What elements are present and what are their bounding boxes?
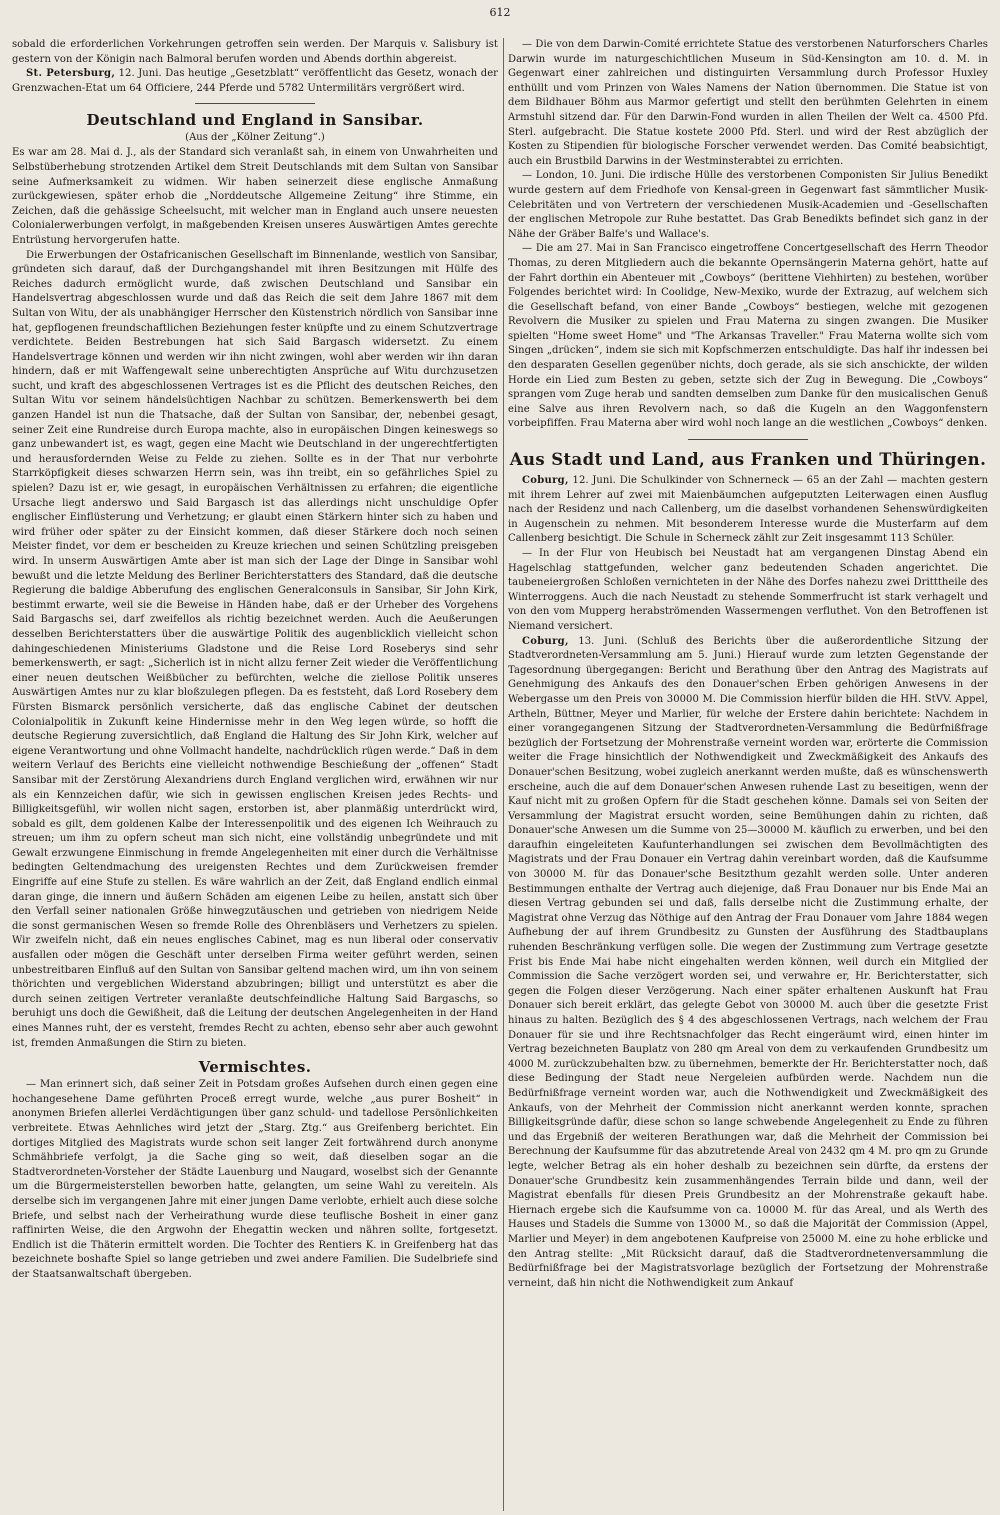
dispatch-text: 12. Juni. Das heutige „Gesetzblatt“ veröffentlicht das Gesetz, wonach der Grenzwachen-Etat um 64 Officiere, 244 Pferde und 5782 Untermilitärs vergrößert wird. — [12, 68, 498, 94]
right-column — [508, 38, 988, 1511]
darwin-statue-paragraph: — Die von dem Darwin-Comité errichtete Statue des verstorbenen Naturforschers Charles Darwin wurde im naturgeschichtlichen Museum in Süd-Kensington am 10. d. M. in Gegenwart einer zahlreichen und distinguirten Versammlung durch Professor Huxley enthüllt und vom Prinzen von Wales Namens der Nation übernommen. Die Statue ist von dem Bildhauer Böhm aus Marmor gefertigt und stellt den berühmten Gelehrten in einem Armstuhl sitzend dar. Für den Darwin-Fond wurden in allen Theilen der Welt ca. 4500 Pfd. Sterl. aufgebracht. Die Statue kostete 2000 Pfd. Sterl. und wird der Rest abzüglich der Kosten zu Stipendien für biologische Forscher verwendet werden. Das Comité beabsichtigt, auch ein Brustbild Darwins in der Westminsterabtei zu errichten. — [508, 39, 988, 167]
coburg-stadtverordnete-paragraph — [508, 635, 988, 1292]
page-number: 612 — [489, 6, 511, 19]
vermischtes-title: Vermischtes. — [198, 1058, 312, 1077]
sansibar-article-title: Deutschland und England in Sansibar. — [86, 111, 424, 130]
london-benedikt-paragraph: — London, 10. Juni. Die irdische Hülle des verstorbenen Componisten Sir Julius Benedikt wurde gestern auf dem Friedhofe von Kensal-green in Gegenwart fast sämmtlicher Musik-Celebritäten und von Vertretern der verschiedenen Musik-Academien und -Gesellschaften der englischen Metropole zur Ruhe bestattet. Das Grab Benedikts befindet sich ganz in der Nähe der Gräber Balfe's und Wallace's. — [508, 170, 988, 240]
dispatch-text: 12. Juni. Die Schulkinder von Schnerneck — 65 an der Zahl — machten gestern mit ihrem Lehrer auf zwei mit Maienbäumchen aufgeputzten Leiterwagen einen Ausflug nach der Residenz und nach Callenberg, um die daselbst vorhandenen Sehenswürdigkeiten in Augenschein zu nehmen. Mit besonderem Interesse wurde die Musterfarm auf dem Callenberg besichtigt. Die Schule in Scherneck zählt zur Zeit insgesammt 113 Schüler. — [508, 475, 988, 545]
sansibar-paragraph: Es war am 28. Mai d. J., als der Standard sich veranlaßt sah, in einem von Unwahrheiten und Selbstüberhebung strotzenden Artikel dem Streit Deutschlands mit dem Sultan von Sansibar seine Aufmerksamkeit zu widmen. Wir haben seinerzeit diese englische Anmaßung zurückgewiesen, später erhob die „Norddeutsche Allgemeine Zeitung“ ihre Stimme, ein Zeichen, daß die gehässige Scheelsucht, mit welcher man in England auch unsere neuesten Colonialerwerbungen verfolgt, in maßgebenden Kreisen unseres Auswärtigen Amtes gerechte Entrüstung hervorgerufen hatte. — [12, 147, 498, 246]
dispatch-text: — In der Flur von Heubisch bei Neustadt hat am vergangenen Dinstag Abend ein Hagelschlag stattgefunden, welcher ganz bedeutenden Schaden angerichtet. Die taubeneiergroßen Schloßen vernichteten in der Nähe des Dorfes nahezu zwei Dritttheile des Winterroggens. Auch die nach Neustadt zu stehende Sommerfrucht ist stark verhagelt und von den vom Mupperg herabströmenden Wassermengen verfluthet. Von den Betroffenen ist Niemand versichert. — [508, 548, 988, 632]
heubisch-hagel-paragraph — [508, 547, 988, 635]
cowboys-paragraph: — Die am 27. Mai in San Francisco eingetroffene Concertgesellschaft des Herrn Theodor Thomas, zu deren Mitgliedern auch die bekannte Opernsängerin Materna gehört, hatte auf der Fahrt dorthin ein Abenteuer mit „Cowboys“ (berittene Viehhirten) zu bestehen, worüber Folgendes berichtet wird: In Coolidge, New-Mexiko, wurde der Extrazug, auf welchem sich die Gesellschaft befand, von einer Bande „Cowboys“ bestiegen, welche mit gezogenen Revolvern die Musiker zu spielen und Frau Materna zu singen zwangen. Die Musiker spielten "Home sweet Home" und "The Arkansas Traveller." Frau Materna wollte sich vom Singen „drücken“, indem sie sich mit Kopfschmerzen entschuldigte. Das half ihr indessen bei den desparaten Gesellen gegenüber nichts, doch gerade, als sie sich anschickte, der wilden Horde ein Lied zum Besten zu geben, setzte sich der Zug in Bewegung. Die „Cowboys“ sprangen vom Zuge herab und sandten demselben zum Danke für den musicalischen Genuß eine Salve aus ihren Revolvern nach, so daß die Kugeln an den Waggonfenstern vorbeipfiffen. Frau Materna aber wird wohl noch lange an die westlichen „Cowboys“ denken. — [508, 243, 988, 430]
vermischtes-paragraph: — Man erinnert sich, daß seiner Zeit in Potsdam großes Aufsehen durch einen gegen eine hochangesehene Dame geführten Proceß erregt wurde, welche „aus purer Bosheit“ in anonymen Briefen allerlei Verdächtigungen über ganz schuld- und tadellose Persönlichkeiten verbreitete. Etwas Aehnliches wird jetzt der „Starg. Ztg.“ aus Greifenberg berichtet. Ein dortiges Mitglied des Magistrats wurde schon seit langer Zeit fortwährend durch anonyme Schmähbriefe verfolgt, ja die Sache ging so weit, daß dieselben sogar an die Stadtverordneten-Vorsteher der Städte Lauenburg und Naugard, woselbst sich der Genannte um die Bürgermeisterstellen beworben hatte, gelangten, um seine Wahl zu vereiteln. Als derselbe sich im vergangenen Jahre mit einer jungen Dame verlobte, erhielt auch diese solche Briefe, und selbst nach der Verheirathung wurde diese teuflische Bosheit in einer ganz raffinirten Weise, die den Argwohn der Ehegattin wecken und nähren sollte, fortgesetzt. Endlich ist die Thäterin ermittelt worden. Die Tochter des Rentiers K. in Greifenberg hat das bezeichnete boshafte Spiel so lange getrieben und zwei andere Familien. Die Sudelbriefe sind der Staatsanwaltschaft übergeben. — [12, 1079, 498, 1280]
separator-rule — [688, 439, 808, 440]
dispatch-place: Coburg, — [522, 635, 569, 647]
column-divider — [503, 38, 504, 1511]
dispatch-place: Coburg, — [522, 475, 569, 487]
left-column — [12, 38, 498, 1511]
dispatch-text: 13. Juni. (Schluß des Berichts über die außerordentliche Sitzung der Stadtverordneten-Versammlung am 5. Juni.) Hierauf wurde zum letzten Gegenstande der Tagesordnung übergegangen: Bericht und Berathung über den Antrag des Magistrats auf Genehmigung des Ankaufs des den Donauer'schen Erben gehörigen Anwesens in der Webergasse um den Preis von 30000 M. Die Commission hierfür bilden die HH. StVV. Appel, Artheln, Büttner, Meyer und Marlier, für welche der Erstere dahin berichtete: Nachdem in einer vorangegangenen Sitzung der Stadtverordneten-Versammlung die Bedürfnißfrage bezüglich der Fortsetzung der Mohrenstraße verneint worden war, erörterte die Commission weiter die Frage hinsichtlich der Nothwendigkeit und Zweckmäßigkeit des Ankaufs des Donauer'schen Besitzung, wobei zugleich anerkannt werden mußte, daß es wünschenswerth erscheine, auch die auf dem Donauer'schen Anwesen ruhende Last zu beseitigen, wenn der Kauf nicht mit zu großen Opfern für die Stadt geschehen könne. Damals sei von Seiten der Versammlung der Magistrat ersucht worden, seine Bemühungen dahin zu richten, daß Donauer'sche Anwesen um die Summe von 25—30000 M. käuflich zu erwerben, und bei den daraufhin eingeleiteten Kaufunterhandlungen sei zwischen dem Bevollmächtigten des Magistrats und der Frau Donauer ein Vertrag dahin vereinbart worden, daß die Kaufsumme von 30000 M. für das Donauer'sche Besitzthum gezahlt werden solle. Unter anderen Bestimmungen enthalte der Vertrag auch diejenige, daß Frau Donauer nur bis Ende Mai an diesen Vertrag gebunden sei und daß, falls derselbe nicht die Zustimmung erhalte, der Magistrat ohne Verzug das Nöthige auf den Antrag der Frau Donauer vom Jahre 1884 wegen Aufhebung der auf ihrem Grundbesitz zu Gunsten der Ausführung des Stadtbauplans ruhenden Beschränkung verfügen solle. Die wegen der Zustimmung zum Vertrage gesetzte Frist bis Ende Mai habe nicht eingehalten werden können, weil durch ein Mitglied der Commission die Sache verzögert worden sei, und verwahre er, Hr. Berichterstatter, sich gegen die Folgen dieser Verzögerung. Nach einer später erhaltenen Auskunft hat Frau Donauer sich bereit erklärt, das gelegte Gebot von 30000 M. auch über die gesetzte Frist hinaus zu halten. Bezüglich des § 4 des abgeschlossenen Vertrags, nach welchem der Frau Donauer für sie und ihre Rechtsnachfolger das Recht eingeräumt wird, einen hinter im Vertrag bezeichneten Bauplatz von 280 qm Areal von dem zu verkaufenden Grundbesitz um 4000 M. zurückzubehalten bzw. zu übernehmen, bemerkte der Hr. Berichterstatter noch, daß diese Bedingung der Stadt neue Nergeleien aufbürden werde. Nachdem nun die Bedürfnißfrage verneint worden war, auch die Nothwendigkeit und Zweckmäßigkeit des Ankaufs, von der Mehrheit der Commission nicht anerkannt werden konnte, sprachen Billigkeitsgründe dafür, diese schon so lange schwebende Angelegenheit zu Ende zu führen und das Ergebniß der weiteren Berathungen war, daß die Mehrheit der Commission bei Berechnung der Kaufsumme für das abzutretende Areal von 2432 qm 4 M. pro qm zu Grunde legte, welcher Betrag als ein hoher deshalb zu bezeichnen sein dürfte, da erstens der Donauer'sche Grundbesitz kein zusammenhängendes Terrain bilde und dann, weil der Magistrat ebenfalls für diesen Preis Grundbesitz an der Mohrenstraße gekauft habe. Hiernach ergebe sich die Kaufsumme von ca. 10000 M. für das Areal, und als Werth des Hauses und Stadels die Summe von 13000 M., so daß die Majorität der Commission (Appel, Marlier und Meyer) in dem angebotenen Kaufpreise von 25000 M. eine zu hohe erblicke und den Antrag stellte: „Mit Rücksicht darauf, daß die Stadtverordnetenversammlung die Bedürfnißfrage bei der Magistratsvorlage bezüglich der Fortsetzung der Mohrenstraße verneint, daß hin nicht die Nothwendigkeit zum Ankauf — [508, 635, 988, 1289]
stadt-land-title: Aus Stadt und Land, aus Franken und Thüringen. — [509, 450, 987, 470]
sansibar-paragraph: Die Erwerbungen der Ostafricanischen Gesellschaft im Binnenlande, westlich von Sansibar, gründeten sich darauf, daß der Durchgangshandel mit ihren Besitzungen mit Hülfe des Reiches dadurch ermöglicht wurde, daß zwischen Deutschland und Sansibar ein Handelsvertrag abgeschlossen wurde und daß das Reich die seit dem Jahre 1867 mit dem Sultan von Witu, der als unabhängiger Herrscher den Küstenstrich nördlich von Sansibar inne hat, gepflogenen freundschaftlichen Beziehungen fester knüpfte und zu einem Schutzvertrage verdichtete. Beiden Bestrebungen hat sich Said Bargasch widersetzt. Zu einem Handelsvertrage können und werden wir ihn nicht zwingen, wohl aber werden wir ihn daran hindern, daß er mit Waffengewalt seine unberechtigten Ansprüche auf Witu durchzusetzen sucht, und kraft des abgeschlossenen Vertrages ist es die Pflicht des deutschen Reiches, den Sultan Witu vor seinem händelsüchtigen Nachbar zu schützen. Bemerkenswerth bei dem ganzen Handel ist nun die Thatsache, daß der Sultan von Sansibar, der, nebenbei gesagt, seiner Zeit eine Rundreise durch Europa machte, also in europäischen Dingen keineswegs so ganz unbewandert ist, es wagt, gegen eine Macht wie Deutschland in der ungerechtfertigten und herausfordernden Weise zu Felde zu ziehen. Sollte es in der That nur verbohrte Starrköpfigkeit dieses schwarzen Herrn sein, was ihn treibt, ein so gefährliches Spiel zu spielen? Dazu ist er, wie gesagt, in europäischen Verhältnissen zu erfahren; die eigentliche Ursache liegt anderswo und Said Bargasch ist das allerdings nicht unschuldige Opfer englischer Einflüsterung und Verhetzung; er glaubt einen Stärkern hinter sich zu haben und wird früher oder später zu der Einsicht kommen, daß dieser Stärkere doch noch seinen Meister findet, vor dem er bescheiden zu Kreuze kriechen und seinen Schützling preisgeben wird. In unserm Auswärtigen Amte aber ist man sich der Lage der Dinge in Sansibar wohl bewußt und die letzte Meldung des Berliner Berichterstatters des Standard, daß die deutsche Regierung die baldige Abberufung des englischen Generalconsuls in Sansibar, Sir John Kirk, bestimmt erwarte, weil sie die Beweise in Händen habe, daß er der Urheber des Vorgehens Said Bargaschs sei, darf zweifellos als richtig bezeichnet werden. Auch die Aeußerungen desselben Berichterstatters über die auswärtige Politik des augenblicklich vielleicht schon dahingeschiedenen Ministeriums Gladstone und die Reise Lord Roseberys sind sehr bemerkenswerth, er sagt: „Sicherlich ist in nicht allzu ferner Zeit wieder die Veröffentlichung einer neuen deutschen Weißbücher zu befürchten, welche die ziellose Politik unseres Auswärtigen Amtes nur zu klar bloßzulegen pflegen. Da es feststeht, daß Lord Rosebery dem Fürsten Bismarck persönlich versicherte, daß das englische Cabinet der deutschen Colonialpolitik in Zukunft keine Hindernisse mehr in den Weg legen würde, so hofft die deutsche Regierung zuversichtlich, daß England die Haltung des Sir John Kirk, welcher auf eigene Verantwortung und ohne Vollmacht handelte, nachdrücklich rügen werde.“ Daß in dem weitern Verlauf des Berichts eine vielleicht nothwendige Beschießung der „offenen“ Stadt Sansibar mit der Zerstörung Alexandriens durch England verglichen wird, erwähnen wir nur als ein Kennzeichen dafür, wie sich in gewissen englischen Kreisen jedes Rechts- und Billigkeitsgefühl, wir wollen nicht sagen, erstorben ist, aber planmäßig unterdrückt wird, sobald es gilt, dem goldenen Kalbe der Interessenpolitik und des eigenen Ich Weihrauch zu streuen; um ihm zu opfern scheut man sich nicht, eine vollständig unbegründete und mit Gewalt erzwungene Einmischung in fremde Angelegenheiten mit einer durch die Verhältnisse bedingten Geltendmachung des ureigensten Rechtes und dem Zurückweisen fremder Eingriffe auf eine Stufe zu stellen. Es wäre wahrlich an der Zeit, daß England endlich einmal daran ginge, die innern und äußern Schäden am eigenen Leibe zu heilen, anstatt sich über den Verfall seiner nationalen Größe hinwegzutäuschen und getrieben von niedrigem Neide die sonst germanischen Wesen so fremde Rolle des Ohrenbläsers und Verhetzers zu spielen. Wir zweifeln nicht, daß ein neues englisches Cabinet, mag es nun liberal oder conservativ ausfallen oder mögen die Geschäft unter derselben Firma weiter geführt werden, seinen unbestreitbaren Einfluß auf den Sultan von Sansibar geltend machen wird, um ihn von seinem thörichten und vergeblichen Widerstand abzubringen; billigt und unterstützt es aber die durch seinen zeitigen Vertreter veranlaßte deutschfeindliche Haltung Said Bargaschs, so beruhigt uns doch die Gewißheit, daß die Leitung der deutschen Angelegenheiten in der Hand eines Mannes ruht, der es versteht, fremdes Recht zu achten, ebenso sehr aber auch gewohnt ist, fremden Anmaßungen die Stirn zu bieten. — [12, 249, 498, 1049]
intro-paragraph: sobald die erforderlichen Vorkehrungen getroffen sein werden. Der Marquis v. Salisbury ist gestern von der Königin nach Balmoral berufen worden und Abends dorthin abgereist. — [12, 39, 498, 65]
sansibar-article-source: (Aus der „Kölner Zeitung“.) — [185, 132, 325, 144]
dispatch-place: St. Petersburg, — [26, 68, 116, 80]
coburg-schulkinder-paragraph — [508, 474, 988, 547]
article-columns — [12, 38, 988, 1511]
st-petersburg-dispatch — [12, 67, 498, 96]
separator-rule — [195, 103, 315, 104]
